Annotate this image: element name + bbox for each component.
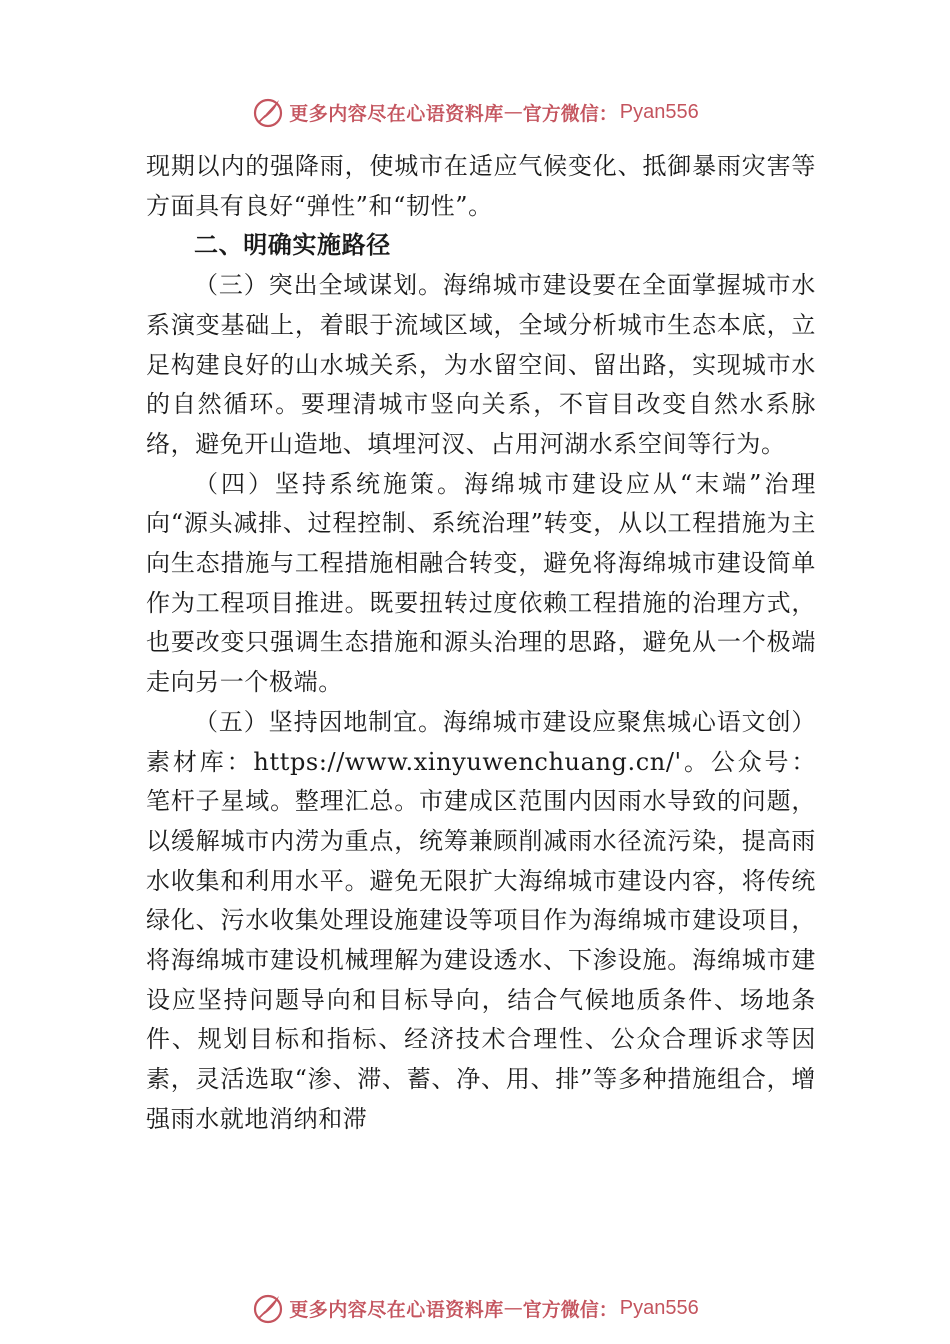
watermark-main-text: 更多内容尽在心语资料库 xyxy=(289,102,504,125)
watermark-dash: — xyxy=(503,1297,523,1319)
watermark-dash: — xyxy=(503,101,523,123)
watermark-banner-bottom xyxy=(0,1288,950,1328)
paragraph-item-4: （四）坚持系统施策。海绵城市建设应从“末端”治理向“源头减排、过程控制、系统治理”转变，从以工程措施为主向生态措施与工程措施相融合转变，避免将海绵城市建设简单作为工程项目推进。既要扭转过度依赖工程措施的治理方式，也要改变只强调生态措施和源头治理的思路，避免从一个极端走向另一个极端。 xyxy=(146,469,816,697)
watermark-banner-top xyxy=(0,92,950,132)
document-body xyxy=(146,147,816,1140)
feather-pen-logo-icon xyxy=(251,1291,285,1325)
watermark-wechat-id: Pyan556 xyxy=(619,1296,699,1319)
watermark-wechat-label: 官方微信： xyxy=(522,1298,618,1321)
paragraph-item-5: （五）坚持因地制宜。海绵城市建设应聚焦城心语文创）素材库：https://www.xinyuwenchuang.cn/'。公众号：笔杆子星域。整理汇总。市建成区范围内因雨水导致的问题，以缓解城市内涝为重点，统筹兼顾削减雨水径流污染，提高雨水收集和利用水平。避免无限扩大海绵城市建设内容，将传统绿化、污水收集处理设施建设等项目作为海绵城市建设项目，将海绵城市建设机械理解为建设透水、下渗设施。海绵城市建设应坚持问题导向和目标导向，结合气候地质条件、场地条件、规划目标和指标、经济技术合理性、公众合理诉求等因素，灵活选取“渗、滞、蓄、净、用、排”等多种措施组合，增强雨水就地消纳和滞 xyxy=(146,707,816,1133)
section-heading: 二、明确实施路径 xyxy=(194,231,391,260)
feather-pen-logo-icon xyxy=(251,95,285,129)
watermark-wechat-label: 官方微信： xyxy=(522,102,618,125)
paragraph-item-3: （三）突出全域谋划。海绵城市建设要在全面掌握城市水系演变基础上，着眼于流域区域，全域分析城市生态本底，立足构建良好的山水城关系，为水留空间、留出路，实现城市水的自然循环。要理清城市竖向关系，不盲目改变自然水系脉络，避免开山造地、填埋河汊、占用河湖水系空间等行为。 xyxy=(146,271,816,458)
watermark-wechat-id: Pyan556 xyxy=(619,100,699,123)
watermark-main-text: 更多内容尽在心语资料库 xyxy=(289,1298,504,1321)
paragraph-continuation: 现期以内的强降雨，使城市在适应气候变化、抵御暴雨灾害等方面具有良好“弹性”和“韧性”。 xyxy=(146,152,816,220)
